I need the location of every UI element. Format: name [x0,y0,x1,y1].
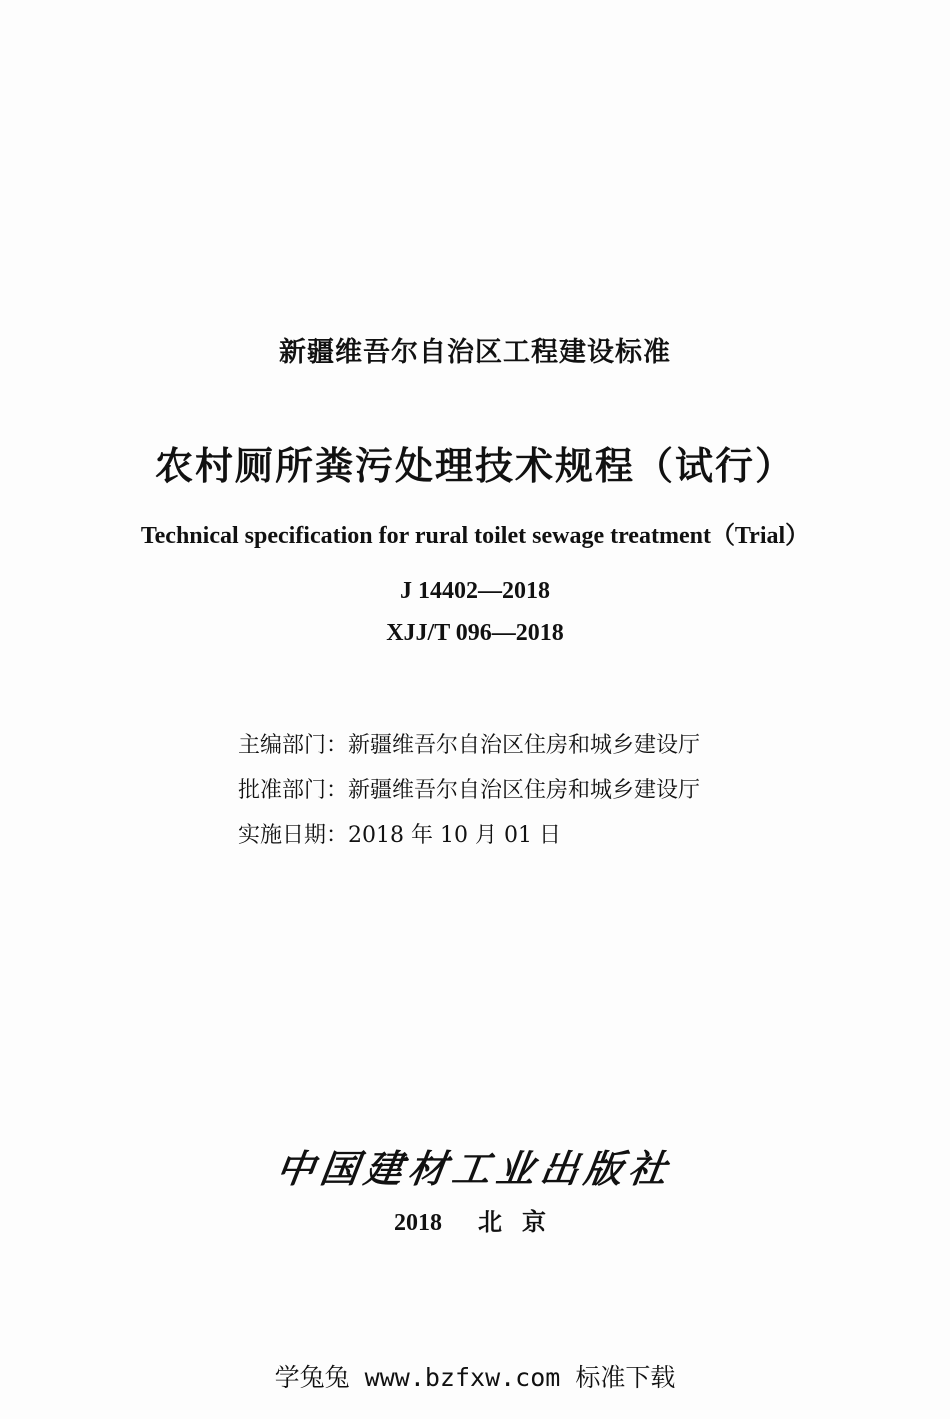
effective-date: 实施日期：2018 年 10 月 01 日 [238,823,561,848]
publication-place [0,1202,950,1237]
document-title-english: Technical specification for rural toilet sewage treatment（Trial） [140,523,810,549]
standard-code-national: J 14402—2018 [400,578,550,604]
editor-department: 主编部门：新疆维吾尔自治区住房和城乡建设厅 [238,733,701,758]
publication-city-char-2: 京 [522,1208,546,1236]
publication-city-char-1: 北 [478,1208,502,1236]
standard-code-local: XJJ/T 096—2018 [386,620,564,646]
approval-department: 批准部门：新疆维吾尔自治区住房和城乡建设厅 [238,778,701,803]
standard-series: 新疆维吾尔自治区工程建设标准 [279,337,671,368]
publisher-name: 中国建材工业出版社 [273,1146,676,1191]
download-watermark: 学兔兔 www.bzfxw.com 标准下载 [274,1363,676,1392]
document-title-chinese: 农村厕所粪污处理技术规程（试行） [154,443,795,488]
publication-year: 2018 [394,1210,442,1236]
